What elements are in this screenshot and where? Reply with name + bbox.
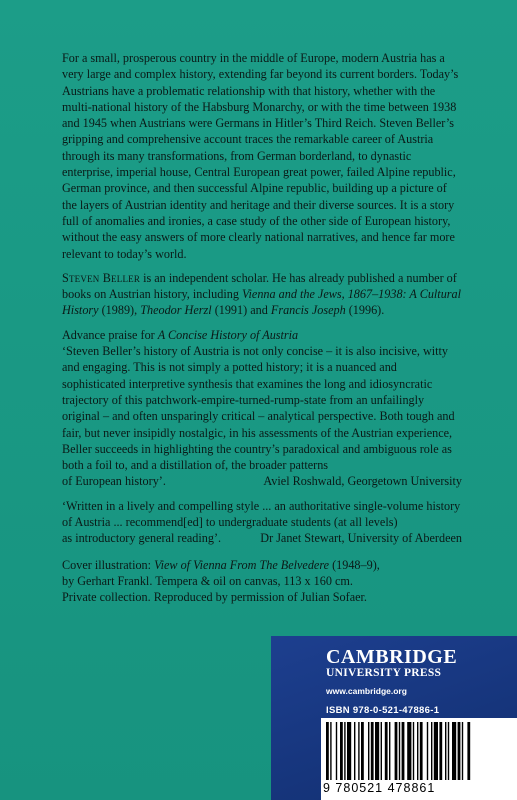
publisher-url: www.cambridge.org <box>326 686 407 696</box>
book-title: Vienna and the Jews, 1867–1938: A Cultural History <box>62 287 462 318</box>
book-description: For a small, prosperous country in the middle of Europe, modern Austria has a very large and complex history, extending far beyond its current borders. Today’s Austrians have a problematic relationship with that history, whether with the multi-national history of the Habsburg Monarchy, or with the time between 1938 and 1945 when Austrians were Germans in Hitler’s Third Reich. Steven Beller’s gripping and comprehensive account traces the remarkable career of Austria through its many transformations, from German borderland, to dynastic enterprise, imperial house, Central European great power, failed Alpine republic, German province, and then successful Alpine republic, building up a picture of the layers of Austrian identity and heritage and their diverse sources. It is a story full of anomalies and ironies, a case study of the other side of European history, without the easy answers of more clearly national narratives, and hence far more relevant to today’s world. <box>62 51 459 261</box>
review-quote: ‘Steven Beller’s history of Austria is not only concise – it is also incisive, witty and engaging. This is not simply a potted history; it is a nuanced and sophisticated interpretive synthesis that examines the long and idiosyncratic trajectory of this patchwork-empire-turned-rump-state from an unfailingly original – and often unsparingly critical – analytical perspective. Both tough and fair, but never insipidly nostalgic, in his assessments of the Austrian experience, Beller succeeds in highlighting the country’s paradoxical and ambiguous role as both a foil to, and a distillation of, the broader patterns <box>62 344 455 473</box>
praise-heading: Advance praise for <box>62 327 158 342</box>
review-quote-end: of European history’. Aviel Roshwald, Georgetown University <box>62 474 462 489</box>
praise-book-title: A Concise History of Austria <box>157 327 299 342</box>
cover-credit: Cover illustration: View of Vienna From The Belvedere (1948–9), by Gerhart Frankl. Tempera & oil on canvas, 113 x 160 cm. Private collection. Reproduced by permission of Julian Sofaer. <box>62 557 380 605</box>
publisher-logo: CAMBRIDGE UNIVERSITY PRESS <box>326 646 458 679</box>
barcode-icon <box>326 722 512 780</box>
book-title: Theodor Herzl <box>140 303 212 318</box>
review-quote-2: ‘Written in a lively and compelling style ... an authoritative single-volume history of Austria ... recommend[ed] to undergraduate students (at all levels) as introductory general reading’. Dr Janet Stewart, University of Aberdeen <box>62 498 462 546</box>
isbn-label: ISBN 978-0-521-47886-1 <box>326 705 440 716</box>
praise-section <box>62 327 462 490</box>
publisher-box <box>271 636 517 800</box>
review-attribution: Dr Janet Stewart, University of Aberdeen <box>260 531 462 546</box>
book-title: Francis Joseph <box>270 303 346 318</box>
author-name: Steven Beller <box>62 270 141 285</box>
artwork-title: View of Vienna From The Belvedere <box>154 557 330 572</box>
barcode-number: 9 780521 478861 <box>323 781 436 795</box>
back-cover-text <box>62 50 462 614</box>
barcode <box>321 718 517 800</box>
review-attribution: Aviel Roshwald, Georgetown University <box>263 474 462 489</box>
author-bio: Steven Beller is an independent scholar. He has already published a number of books on Austrian history, including Vienna and the Jews, 1867–1938: A Cultural History (1989), Theodor Herzl (1991) and Francis Joseph (1996). <box>62 270 462 318</box>
